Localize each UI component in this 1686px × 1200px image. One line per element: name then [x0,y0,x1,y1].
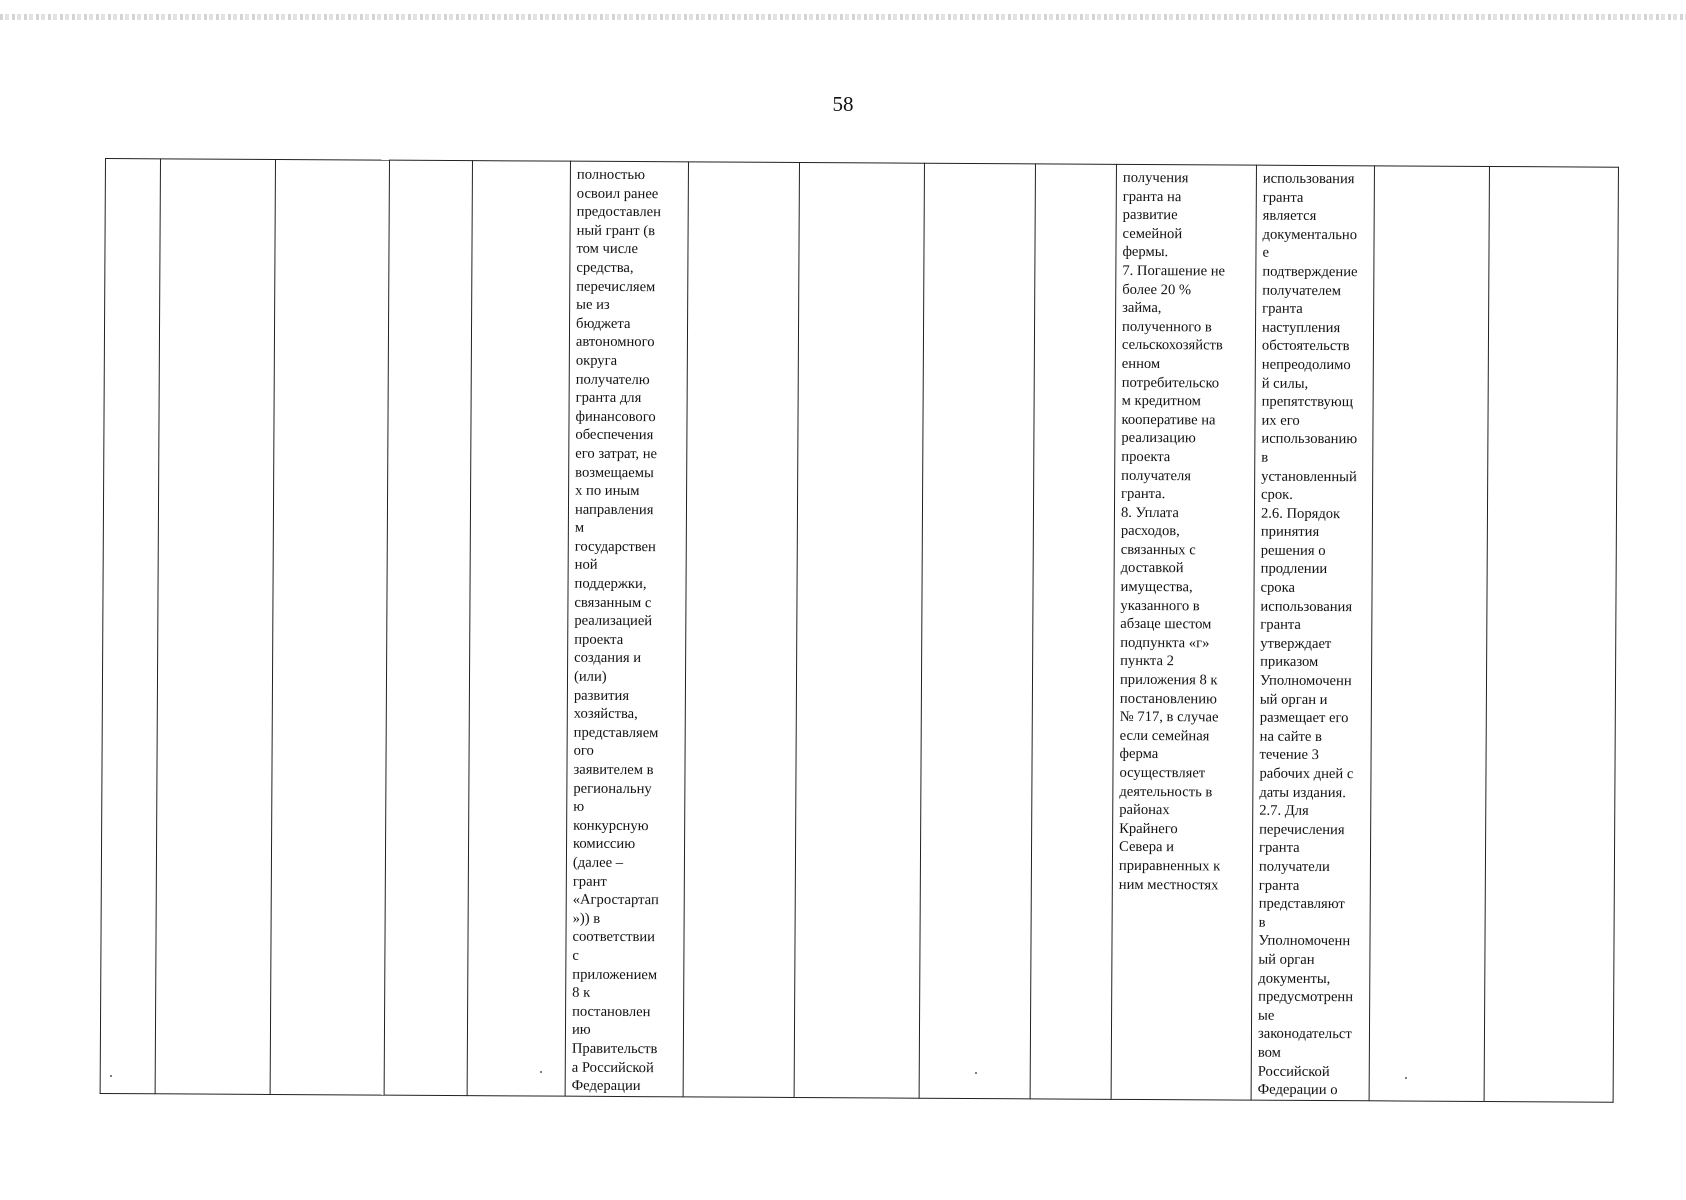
table-cell-4 [384,160,472,1095]
table-cell-2 [155,159,275,1094]
table-cell-3 [270,159,389,1094]
table-cell-11: получения гранта на развитие семейной фермы. 7. Погашение не более 20 % займа, полученного в сельскохозяйств енном потребительско м кредитном кооперативе на реализацию проекта получателя гранта. 8. Уплата расходов, связанных с доставкой имущества, указанного в абзаце шестом подпункта «г» пункта 2 приложения 8 к постановлению № 717, в случае если семейная ферма осуществляет деятельность в районах Крайнего Севера и приравненных к ним местностях [1111,164,1256,1099]
table-cell-10 [1030,164,1116,1099]
table-cell-6: полностью освоил ранее предоставлен ный грант (в том числе средства, перечисляем ые из бюджета автономного округа получателю гранта для финансового обеспечения его затрат, не возмещаемы х по иным направления м государствен ной поддержки, связанным с реализацией проекта создания и (или) развития хозяйства, представляем ого заявителем в региональну ю конкурсную комиссию (далее – грант «Агростартап »)) в соответствии с приложением 8 к постановлен ию Правительств а Российской Федерации [565,161,688,1096]
table-cell-5 [467,161,570,1096]
table-row [100,159,1618,1102]
scan-speck [975,1072,977,1074]
scan-speck [1405,1077,1407,1079]
page-number: 58 [832,92,854,116]
table-cell-1 [100,159,160,1094]
scan-edge [0,14,1686,20]
table-cell-13 [1369,166,1489,1101]
scan-speck [110,1075,112,1077]
table-cell-12: использования гранта является документально е подтверждение получателем гранта наступления обстоятельств непреодолимо й силы, препятствующ их его использованию в установленный срок. 2.6. Порядок принятия решения о продлении срока использования гранта утверждает приказом Уполномоченн ый орган и размещает его на сайте в течение 3 рабочих дней с даты издания. 2.7. Для перечисления гранта получатели гранта представляют в Уполномоченн ый орган документы, предусмотренн ые законодательст вом Российской Федерации о [1251,165,1374,1100]
table-container [100,158,1618,1097]
table-cell-9 [919,163,1035,1098]
table-cell-7 [683,162,799,1097]
table-cell-8 [794,163,924,1098]
document-table [100,158,1619,1102]
scan-speck [540,1071,542,1073]
table-cell-14 [1484,166,1618,1101]
